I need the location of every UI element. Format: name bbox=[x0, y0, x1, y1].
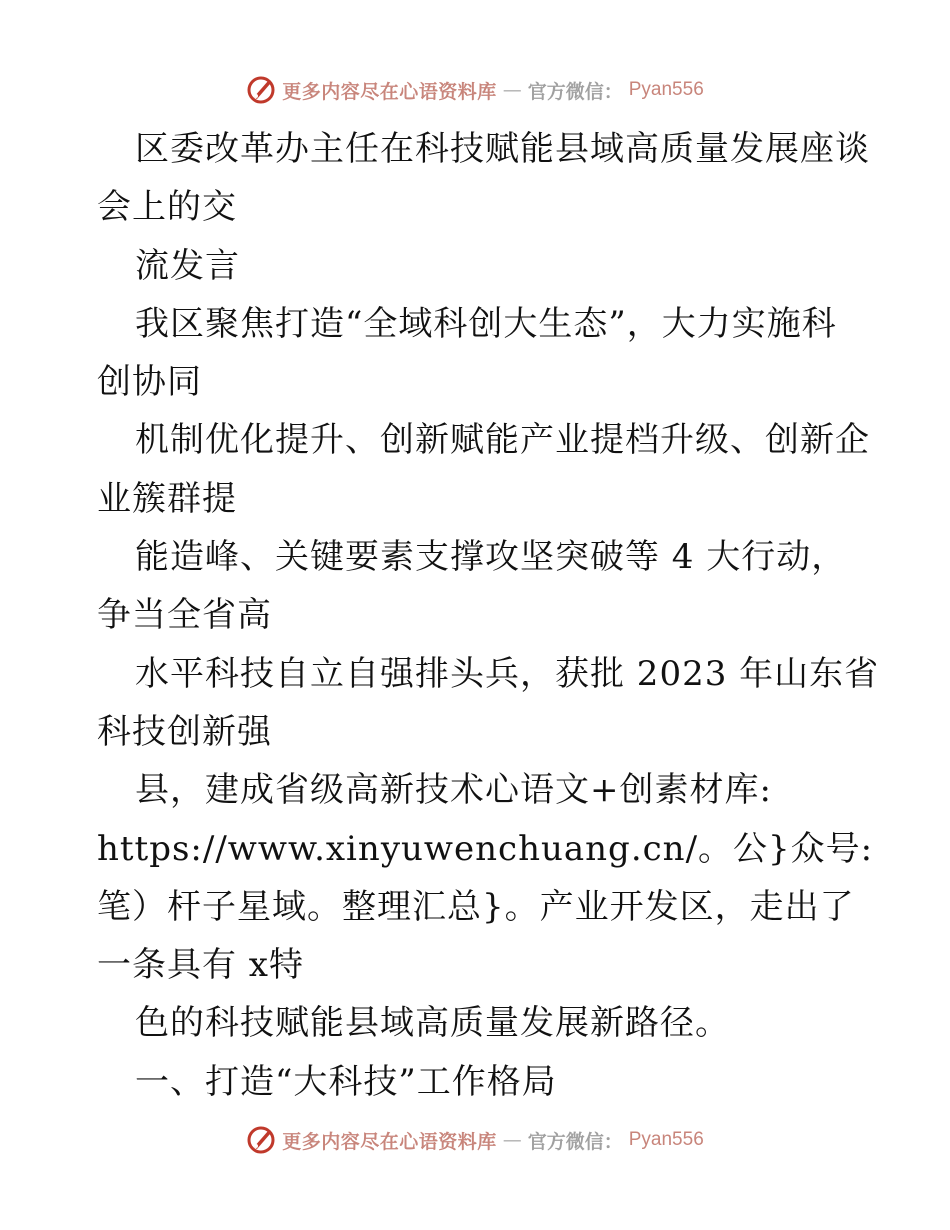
text-line: 笔）杆子星域。整理汇总}。产业开发区，走出了 bbox=[97, 886, 855, 927]
document-body bbox=[97, 120, 880, 1111]
watermark-id: Pyan556 bbox=[628, 79, 704, 100]
text-line: 流发言 bbox=[135, 245, 240, 286]
watermark-separator: — bbox=[502, 79, 522, 101]
text-line: 色的科技赋能县域高质量发展新路径。 bbox=[135, 1003, 730, 1044]
text-line: 业簇群提 bbox=[97, 478, 237, 519]
section-heading: 一、打造“大科技”工作格局 bbox=[135, 1061, 557, 1102]
quill-logo-icon bbox=[246, 1125, 276, 1155]
text-line: 创协同 bbox=[97, 362, 202, 403]
text-line: 科技创新强 bbox=[97, 711, 272, 752]
header-watermark bbox=[0, 70, 950, 110]
text-line: 一条具有 x特 bbox=[97, 945, 304, 986]
watermark-brand-text: 更多内容尽在心语资料库 bbox=[282, 80, 497, 103]
watermark-separator: — bbox=[502, 1129, 522, 1151]
watermark-brand-text: 更多内容尽在心语资料库 bbox=[282, 1130, 497, 1153]
footer-watermark bbox=[0, 1120, 950, 1160]
watermark-label: 官方微信： bbox=[527, 1130, 623, 1153]
watermark-label: 官方微信： bbox=[527, 80, 623, 103]
text-line: 机制优化提升、创新赋能产业提档升级、创新企 bbox=[135, 420, 870, 461]
text-line: 区委改革办主任在科技赋能县域高质量发展座谈 bbox=[135, 129, 870, 169]
url-line: https://www.xinyuwenchuang.cn/。公}众号: bbox=[97, 828, 874, 869]
text-line: 能造峰、关键要素支撑攻坚突破等 4 大行动， bbox=[135, 537, 847, 578]
text-line: 会上的交 bbox=[97, 187, 237, 228]
text-line: 争当全省高 bbox=[97, 595, 272, 636]
text-line: 水平科技自立自强排头兵，获批 2023 年山东省 bbox=[135, 653, 880, 694]
text-line: 我区聚焦打造“全域科创大生态”，大力实施科 bbox=[135, 303, 837, 344]
text-line: 县，建成省级高新技术心语文+创素材库: bbox=[135, 770, 772, 811]
watermark-id: Pyan556 bbox=[628, 1129, 704, 1150]
quill-logo-icon bbox=[246, 75, 276, 105]
